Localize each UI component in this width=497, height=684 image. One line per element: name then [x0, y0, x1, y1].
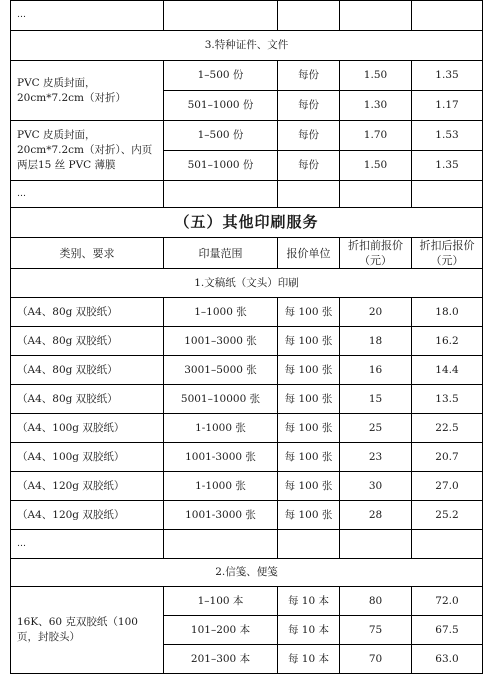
ellipsis-cell: … [11, 181, 164, 208]
section-title: 3.特种证件、文件 [11, 31, 483, 61]
range-cell: 1–500 份 [164, 121, 278, 151]
item-description: （A4、80g 双胶纸） [11, 327, 164, 356]
range-cell: 5001–10000 张 [164, 385, 278, 414]
item-description: PVC 皮质封面，20cm*7.2cm（对折）、内页两层15 丝 PVC 薄膜 [11, 121, 164, 181]
item-description: （A4、80g 双胶纸） [11, 385, 164, 414]
price-before-cell: 25 [340, 414, 412, 443]
range-cell: 3001–5000 张 [164, 356, 278, 385]
price-after-cell: 22.5 [412, 414, 483, 443]
table-row [11, 501, 483, 530]
section-heading-row [11, 208, 483, 238]
price-before-cell: 15 [340, 385, 412, 414]
table-row [11, 61, 483, 91]
price-after-cell: 72.0 [412, 587, 483, 616]
section-header [11, 31, 483, 61]
unit-cell: 每 100 张 [278, 356, 340, 385]
price-before-cell: 20 [340, 298, 412, 327]
range-cell: 501–1000 份 [164, 91, 278, 121]
range-cell: 1–500 份 [164, 61, 278, 91]
price-after-cell: 1.17 [412, 91, 483, 121]
item-description: PVC 皮质封面，20cm*7.2cm（对折） [11, 61, 164, 121]
unit-cell: 每 100 张 [278, 414, 340, 443]
price-before-cell: 28 [340, 501, 412, 530]
ellipsis-cell: … [11, 530, 164, 559]
price-table [10, 0, 483, 674]
range-cell: 1-1000 张 [164, 414, 278, 443]
price-before-cell: 1.30 [340, 91, 412, 121]
unit-cell: 每 100 张 [278, 501, 340, 530]
item-description: （A4、100g 双胶纸） [11, 414, 164, 443]
price-before-cell: 1.70 [340, 121, 412, 151]
range-cell: 1001-3000 张 [164, 501, 278, 530]
price-after-cell: 63.0 [412, 645, 483, 674]
price-after-cell: 14.4 [412, 356, 483, 385]
unit-cell: 每 10 本 [278, 616, 340, 645]
range-cell: 1001-3000 张 [164, 443, 278, 472]
unit-cell: 每份 [278, 151, 340, 181]
price-after-cell: 20.7 [412, 443, 483, 472]
price-before-cell: 18 [340, 327, 412, 356]
header-unit: 报价单位 [278, 238, 340, 269]
table-row [11, 530, 483, 559]
price-before-cell: 75 [340, 616, 412, 645]
table-row [11, 356, 483, 385]
unit-cell: 每 100 张 [278, 298, 340, 327]
unit-cell: 每份 [278, 61, 340, 91]
price-after-cell: 25.2 [412, 501, 483, 530]
price-after-cell: 16.2 [412, 327, 483, 356]
range-cell: 1001–3000 张 [164, 327, 278, 356]
range-cell: 101–200 本 [164, 616, 278, 645]
ellipsis-cell: … [11, 1, 164, 31]
table-row [11, 1, 483, 31]
header-row [11, 238, 483, 269]
price-after-cell: 1.35 [412, 61, 483, 91]
table-row [11, 443, 483, 472]
header-range: 印量范围 [164, 238, 278, 269]
table-row [11, 587, 483, 616]
item-description: （A4、100g 双胶纸） [11, 443, 164, 472]
range-cell: 1–100 本 [164, 587, 278, 616]
price-after-cell: 27.0 [412, 472, 483, 501]
header-type: 类别、要求 [11, 238, 164, 269]
price-before-cell: 23 [340, 443, 412, 472]
unit-cell: 每 100 张 [278, 327, 340, 356]
price-before-cell: 30 [340, 472, 412, 501]
unit-cell: 每 10 本 [278, 645, 340, 674]
table-row [11, 327, 483, 356]
section-header [11, 269, 483, 298]
table-row [11, 181, 483, 208]
range-cell: 201–300 本 [164, 645, 278, 674]
item-description: （A4、120g 双胶纸） [11, 472, 164, 501]
unit-cell: 每 10 本 [278, 587, 340, 616]
range-cell: 1–1000 张 [164, 298, 278, 327]
price-before-cell: 80 [340, 587, 412, 616]
item-description: （A4、120g 双胶纸） [11, 501, 164, 530]
price-after-cell: 1.35 [412, 151, 483, 181]
price-before-cell: 70 [340, 645, 412, 674]
item-description: （A4、80g 双胶纸） [11, 298, 164, 327]
section-header [11, 559, 483, 587]
unit-cell: 每 100 张 [278, 472, 340, 501]
price-before-cell: 16 [340, 356, 412, 385]
price-after-cell: 18.0 [412, 298, 483, 327]
unit-cell: 每份 [278, 91, 340, 121]
header-after: 折扣后报价（元） [412, 238, 483, 269]
range-cell: 1-1000 张 [164, 472, 278, 501]
page-title: （五）其他印刷服务 [11, 208, 483, 238]
table-row [11, 121, 483, 151]
range-cell: 501–1000 份 [164, 151, 278, 181]
price-before-cell: 1.50 [340, 151, 412, 181]
unit-cell: 每份 [278, 121, 340, 151]
item-description: 16K、60 克双胶纸（100 页，封胶头） [11, 587, 164, 674]
table-row [11, 385, 483, 414]
table-row [11, 414, 483, 443]
item-description: （A4、80g 双胶纸） [11, 356, 164, 385]
table-row [11, 472, 483, 501]
price-after-cell: 1.53 [412, 121, 483, 151]
price-before-cell: 1.50 [340, 61, 412, 91]
unit-cell: 每 100 张 [278, 385, 340, 414]
section-title: 2.信笺、便笺 [11, 559, 483, 587]
section-title: 1.文稿纸（文头）印刷 [11, 269, 483, 298]
price-after-cell: 13.5 [412, 385, 483, 414]
price-after-cell: 67.5 [412, 616, 483, 645]
unit-cell: 每 100 张 [278, 443, 340, 472]
header-before: 折扣前报价（元） [340, 238, 412, 269]
table-row [11, 298, 483, 327]
